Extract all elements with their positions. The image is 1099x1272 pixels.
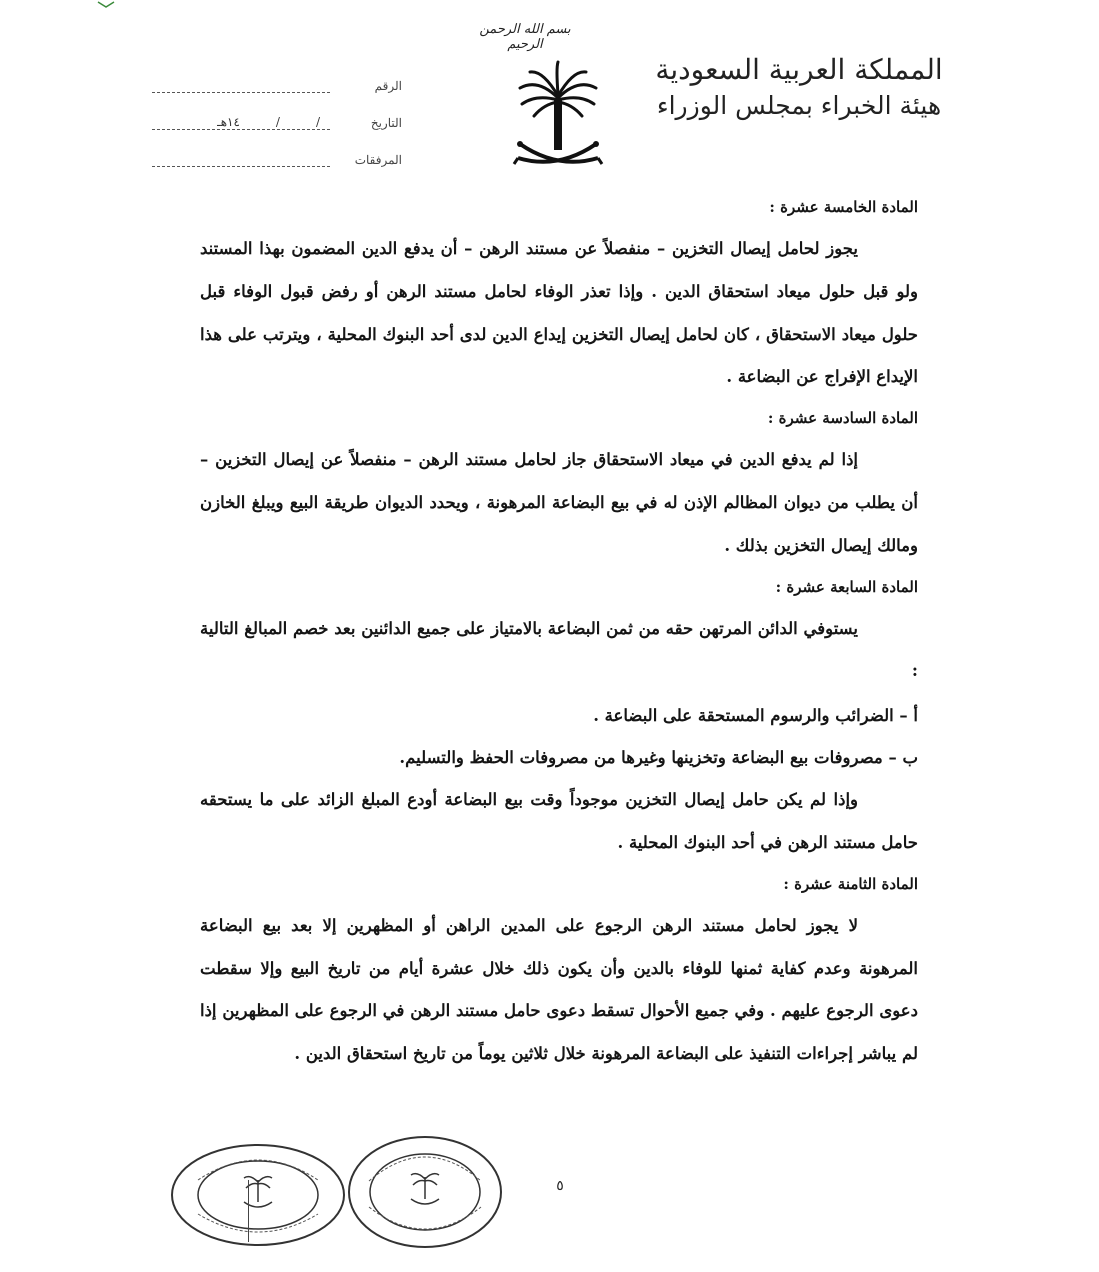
attachments-row [152, 130, 402, 167]
official-stamp-experts [168, 1140, 348, 1250]
article-16-heading: المادة السادسة عشرة : [767, 409, 918, 428]
article-18-text: لا يجوز لحامل مستند الرهن الرجوع على المدين الراهن أو المظهرين إلا بعد بيع البضاعة المرهونة وعدم كفاية ثمنها للوفاء بالدين وأن يكون ذلك خلال عشرة أيام من تاريخ البيع وإلا سقطت دعوى الرجوع عليهم . وفي جميع الأحوال تسقط دعوى حامل مستند الرهن في الرجوع على المظهرين إذا لم يباشر إجراءات التنفيذ على البضاعة المرهونة خلال ثلاثين يوماً من تاريخ استحقاق الدين . [200, 915, 918, 1064]
article-17-item-a: أ – الضرائب والرسوم المستحقة على البضاعة . [593, 706, 918, 726]
article-17-item-b: ب – مصروفات بيع البضاعة وتخزينها وغيرها من مصروفات الحفظ والتسليم. [399, 748, 918, 768]
attachments-line [152, 152, 330, 167]
article-18-heading: المادة الثامنة عشرة : [783, 874, 918, 893]
article-15-text: يجوز لحامل إيصال التخزين – منفصلاً عن مستند الرهن – أن يدفع الدين المضمون بهذا المستند ولو قبل حلول ميعاد استحقاق الدين . وإذا تعذر الوفاء لحامل مستند الرهن أو رفض قبول الوفاء قبل حلول ميعاد الاستحقاق ، كان لحامل إيصال التخزين إيداع الدين لدى أحد البنوك المحلية ، ويترتب على هذا الإيداع الإفراج عن البضاعة . [200, 239, 918, 387]
official-stamp-cabinet [345, 1133, 505, 1251]
reference-fields [152, 56, 402, 167]
article-15-heading: المادة الخامسة عشرة : [769, 198, 918, 216]
date-label: التاريخ [370, 116, 402, 130]
page-number: ٥ [556, 1178, 564, 1194]
letterhead-kingdom: المملكة العربية السعودية [655, 53, 943, 86]
ref-number-line [152, 78, 330, 93]
document-body [200, 190, 918, 1078]
corner-mark [96, 0, 116, 8]
article-17-closing: وإذا لم يكن حامل إيصال التخزين موجوداً وقت بيع البضاعة أودع المبلغ الزائد على ما يستحقه حامل مستند الرهن في أحد البنوك المحلية . [200, 790, 918, 852]
scan-edge-line [248, 1180, 249, 1242]
letterhead-agency: هيئة الخبراء بمجلس الوزراء [656, 91, 942, 120]
basmala: بسم الله الرحمن الرحيم [479, 22, 571, 52]
ref-number-label: الرقم [374, 79, 402, 93]
date-suffix: ١٤هـ [217, 115, 240, 129]
government-letterhead [649, 52, 949, 124]
article-16-text: إذا لم يدفع الدين في ميعاد الاستحقاق جاز لحامل مستند الرهن – منفصلاً عن إيصال التخزين – أن يطلب من ديوان المظالم الإذن له في بيع البضاعة المرهونة ، ويحدد الديوان طريقة البيع ويبلغ الخازن ومالك إيصال التخزين بذلك . [200, 450, 918, 555]
date-line [152, 115, 330, 130]
article-17-intro: يستوفي الدائن المرتهن حقه من ثمن البضاعة بالامتياز على جميع الدائنين بعد خصم المبالغ التالية : [200, 618, 918, 681]
saudi-emblem-icon [508, 58, 608, 186]
date-placeholder: ١٤هـ / / [217, 115, 320, 129]
attachments-label: المرفقات [354, 153, 402, 167]
ref-number-row [152, 56, 402, 93]
date-row [152, 93, 402, 130]
article-17-heading: المادة السابعة عشرة : [775, 577, 918, 596]
